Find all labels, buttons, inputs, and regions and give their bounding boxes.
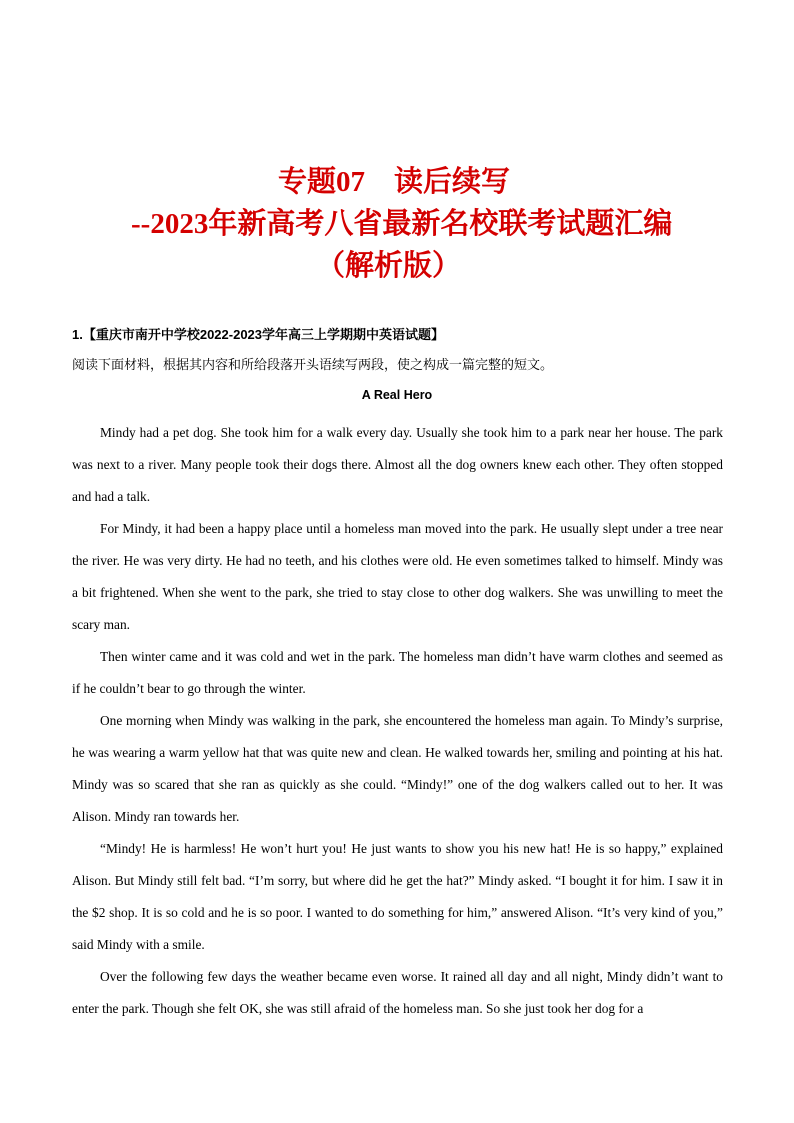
question-header: 1.【重庆市南开中学校2022-2023学年高三上学期期中英语试题】 — [72, 327, 445, 342]
paragraph: For Mindy, it had been a happy place until a homeless man moved into the park. He usually slept under a tree near the river. He was very dirty. He had no teeth, and his clothes were old. He even sometimes talked to himself. Mindy was a bit frightened. When she went to the park, she tried to stay close to other dog walkers. She was unwilling to meet the scary man. — [72, 521, 723, 632]
title-line-3: （解析版） — [316, 250, 462, 282]
paragraph: One morning when Mindy was walking in the park, she encountered the homeless man again. To Mindy’s surprise, he was wearing a warm yellow hat that was quite new and clean. He walked towards her, smiling and pointing at his hat. Mindy was so scared that she ran as quickly as she could. “Mindy!” one of the dog walkers called out to her. It was Alison. Mindy ran towards her. — [72, 713, 723, 824]
title-line-1: 专题07 读后续写 — [278, 166, 511, 198]
title-line-2: --2023年新高考八省最新名校联考试题汇编 — [131, 208, 673, 240]
passage-body — [72, 417, 723, 1025]
paragraph: Over the following few days the weather became even worse. It rained all day and all night, Mindy didn’t want to enter the park. Though she felt OK, she was still afraid of the homeless man. So she just took her dog for a — [72, 969, 723, 1016]
paragraph: Mindy had a pet dog. She took him for a walk every day. Usually she took him to a park near her house. The park was next to a river. Many people took their dogs there. Almost all the dog owners knew each other. They often stopped and had a talk. — [72, 425, 723, 504]
paragraph: “Mindy! He is harmless! He won’t hurt you! He just wants to show you his new hat! He is so happy,” explained Alison. But Mindy still felt bad. “I’m sorry, but where did he get the hat?” Mindy asked. “I bought it for him. I saw it in the $2 shop. It is so cold and he is so poor. I wanted to do something for him,” answered Alison. “It’s very kind of you,” said Mindy with a smile. — [72, 841, 723, 952]
paragraph: Then winter came and it was cold and wet in the park. The homeless man didn’t have warm clothes and seemed as if he couldn’t bear to go through the winter. — [72, 649, 723, 696]
passage-title: A Real Hero — [361, 388, 433, 402]
question-instruction: 阅读下面材料，根据其内容和所给段落开头语续写两段，使之构成一篇完整的短文。 — [72, 358, 554, 373]
